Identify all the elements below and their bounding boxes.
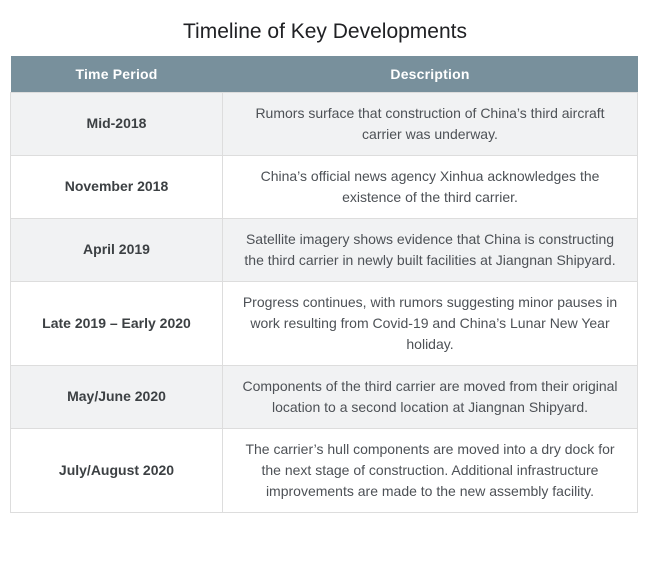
period-cell: Mid-2018 bbox=[11, 92, 223, 155]
period-cell: Late 2019 – Early 2020 bbox=[11, 281, 223, 365]
timeline-table bbox=[10, 56, 638, 513]
column-header-time-period: Time Period bbox=[11, 56, 223, 92]
period-cell: November 2018 bbox=[11, 155, 223, 218]
table-row bbox=[11, 155, 638, 218]
table-row bbox=[11, 428, 638, 512]
period-cell: May/June 2020 bbox=[11, 365, 223, 428]
description-cell: Components of the third carrier are moved from their original location to a second location at Jiangnan Shipyard. bbox=[223, 365, 638, 428]
table-row bbox=[11, 92, 638, 155]
table-body bbox=[11, 92, 638, 512]
table-header bbox=[11, 56, 638, 92]
column-header-description: Description bbox=[223, 56, 638, 92]
page-title: Timeline of Key Developments bbox=[182, 20, 467, 43]
description-cell: The carrier’s hull components are moved into a dry dock for the next stage of construction. Additional infrastructure improvements are made to the new assembly facility. bbox=[223, 428, 638, 512]
period-cell: July/August 2020 bbox=[11, 428, 223, 512]
table-row bbox=[11, 218, 638, 281]
period-cell: April 2019 bbox=[11, 218, 223, 281]
description-cell: China’s official news agency Xinhua acknowledges the existence of the third carrier. bbox=[223, 155, 638, 218]
table-row bbox=[11, 281, 638, 365]
header-row bbox=[11, 56, 638, 92]
description-cell: Satellite imagery shows evidence that China is constructing the third carrier in newly built facilities at Jiangnan Shipyard. bbox=[223, 218, 638, 281]
description-cell: Progress continues, with rumors suggesting minor pauses in work resulting from Covid-19 and China’s Lunar New Year holiday. bbox=[223, 281, 638, 365]
description-cell: Rumors surface that construction of China’s third aircraft carrier was underway. bbox=[223, 92, 638, 155]
table-row bbox=[11, 365, 638, 428]
